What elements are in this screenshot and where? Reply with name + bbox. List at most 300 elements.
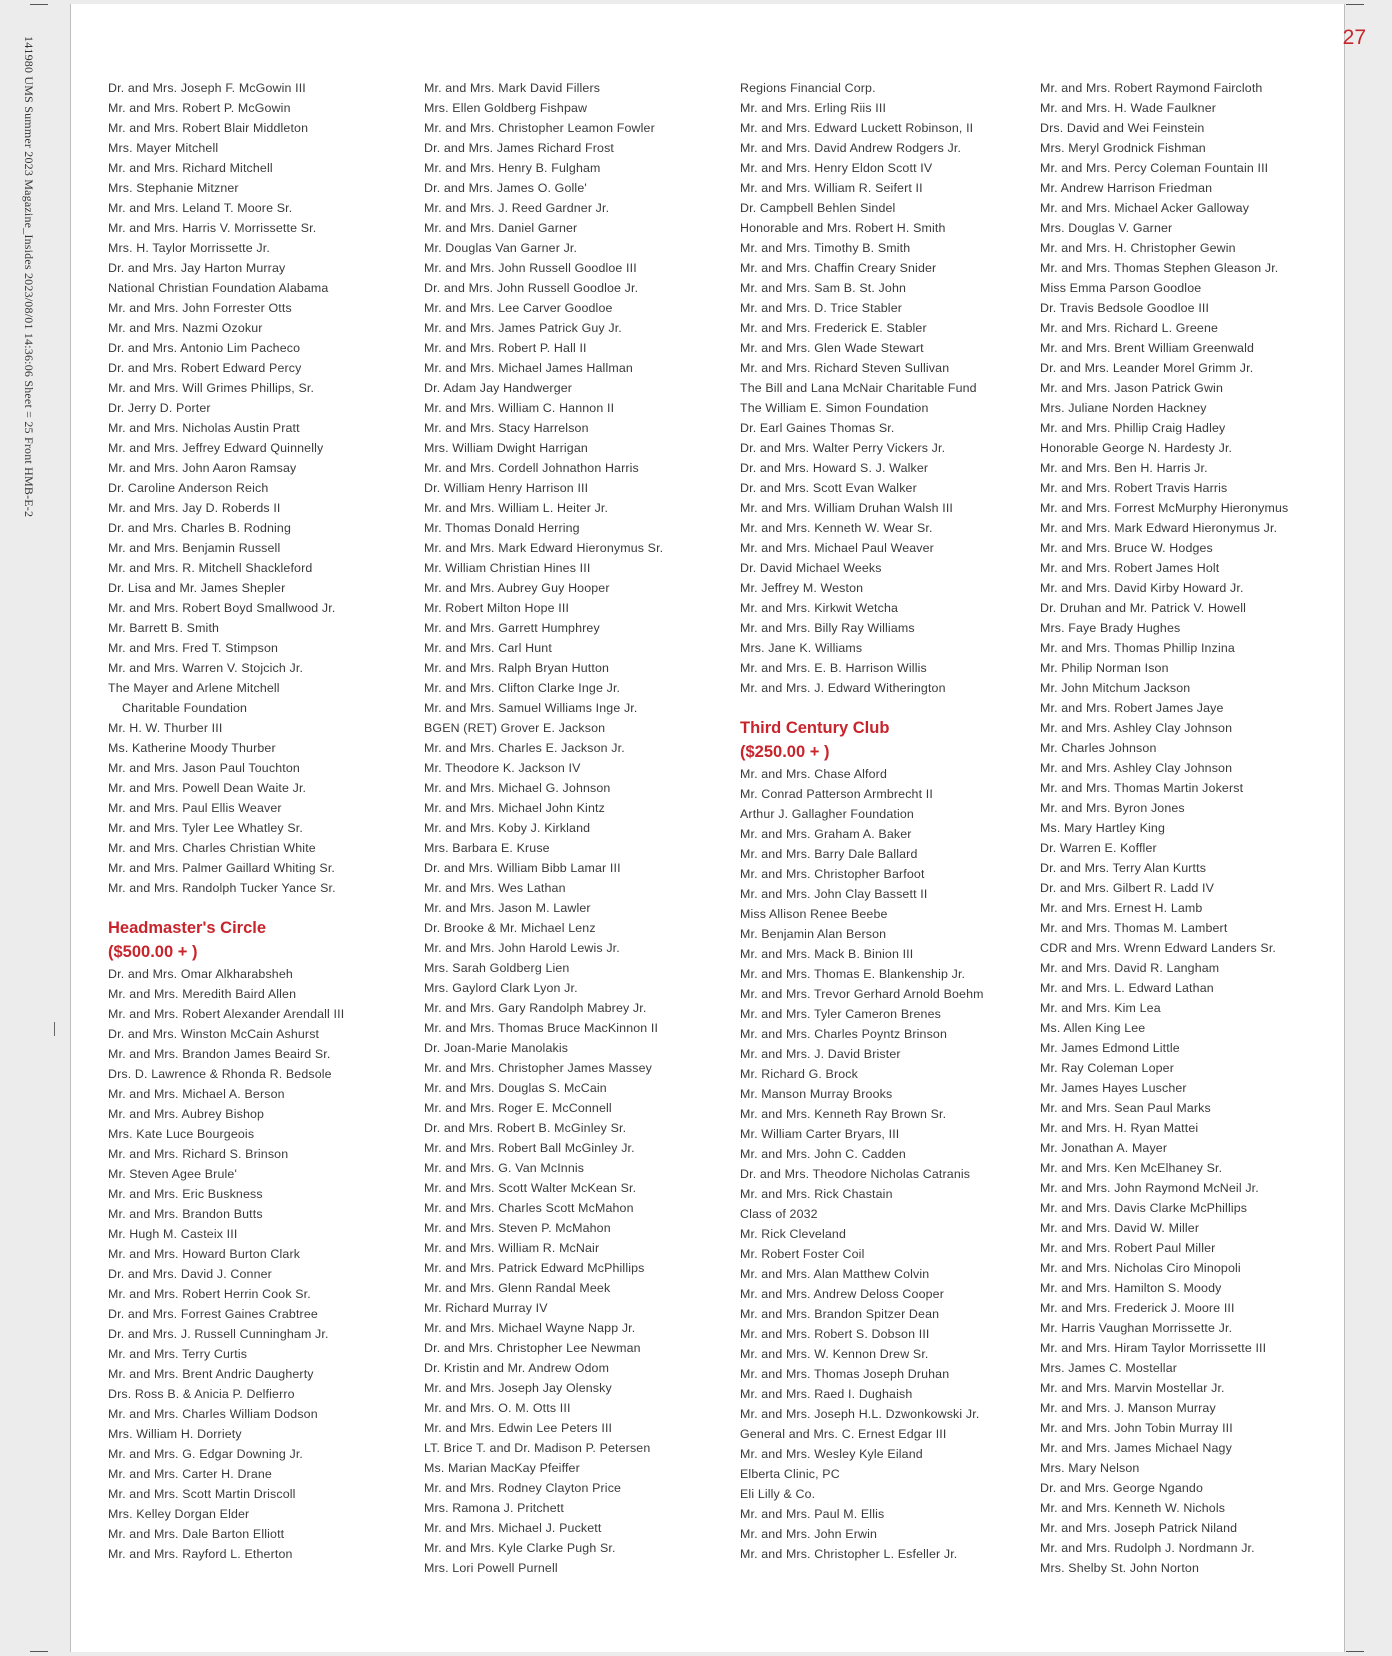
donor-name: Mr. and Mrs. Cordell Johnathon Harris <box>424 461 639 475</box>
donor-name: Mr. and Mrs. Barry Dale Ballard <box>740 847 918 861</box>
donor-name: Mr. and Mrs. Nicholas Austin Pratt <box>108 421 300 435</box>
donor-name: Mr. and Mrs. Mark David Fillers <box>424 81 601 95</box>
donor-name: Dr. Campbell Behlen Sindel <box>740 201 896 215</box>
donor-name: Miss Emma Parson Goodloe <box>1040 281 1202 295</box>
donor-name: Mr. Jeffrey M. Weston <box>740 581 864 595</box>
donor-name: Mrs. Stephanie Mitzner <box>108 181 239 195</box>
donor-name: Mr. and Mrs. Charles Christian White <box>108 841 316 855</box>
donor-name: Mr. and Mrs. Scott Walter McKean Sr. <box>424 1181 637 1195</box>
donor-name: Dr. Kristin and Mr. Andrew Odom <box>424 1361 610 1375</box>
donor-name: Mr. and Mrs. R. Mitchell Shackleford <box>108 561 313 575</box>
donor-name: Mr. and Mrs. Raed I. Dughaish <box>740 1387 913 1401</box>
donor-name: The Mayer and Arlene Mitchell <box>108 681 280 695</box>
donor-name: Ms. Marian MacKay Pfeiffer <box>424 1461 580 1475</box>
donor-name: Mr. Steven Agee Brule' <box>108 1167 237 1181</box>
donor-name: Mr. and Mrs. Daniel Garner <box>424 221 578 235</box>
donor-name: Mrs. Mary Nelson <box>1040 1461 1140 1475</box>
donor-name: Mr. and Mrs. Ashley Clay Johnson <box>1040 761 1233 775</box>
donor-name: Mr. and Mrs. William L. Heiter Jr. <box>424 501 609 515</box>
donor-name: Mr. and Mrs. Robert P. McGowin <box>108 101 291 115</box>
donor-name: Dr. and Mrs. Antonio Lim Pacheco <box>108 341 301 355</box>
donor-name: Mr. and Mrs. Benjamin Russell <box>108 541 281 555</box>
donor-name: Mr. and Mrs. Kenneth W. Wear Sr. <box>740 521 933 535</box>
donor-name: Mr. and Mrs. Glen Wade Stewart <box>740 341 924 355</box>
donor-name: Mr. and Mrs. Christopher James Massey <box>424 1061 652 1075</box>
donor-name: Dr. and Mrs. David J. Conner <box>108 1267 272 1281</box>
section-gap <box>108 898 344 916</box>
donor-name: Mr. and Mrs. Jay D. Roberds II <box>108 501 281 515</box>
donor-name: Mr. and Mrs. Ralph Bryan Hutton <box>424 661 610 675</box>
donor-name: Mr. and Mrs. Thomas Phillip Inzina <box>1040 641 1235 655</box>
donor-name: Mr. and Mrs. Nazmi Ozokur <box>108 321 263 335</box>
donor-name: Mr. and Mrs. Nicholas Ciro Minopoli <box>1040 1261 1241 1275</box>
donor-name: Mr. and Mrs. John Erwin <box>740 1527 878 1541</box>
donor-name: Mr. and Mrs. James Michael Nagy <box>1040 1441 1232 1455</box>
donor-name: Mr. and Mrs. Edward Luckett Robinson, II <box>740 121 974 135</box>
donor-name: Mrs. William Dwight Harrigan <box>424 441 588 455</box>
donor-name: Mr. and Mrs. William R. McNair <box>424 1241 600 1255</box>
donor-name: Mr. and Mrs. Richard L. Greene <box>1040 321 1219 335</box>
donor-name: Mr. and Mrs. William Druhan Walsh III <box>740 501 954 515</box>
donor-name: Mr. and Mrs. Chase Alford <box>740 767 887 781</box>
donor-name: Mr. and Mrs. J. Edward Witherington <box>740 681 946 695</box>
donor-name: Mr. and Mrs. Thomas Stephen Gleason Jr. <box>1040 261 1279 275</box>
donor-name: Ms. Allen King Lee <box>1040 1021 1146 1035</box>
donor-name: Mr. and Mrs. John Raymond McNeil Jr. <box>1040 1181 1259 1195</box>
donor-name: Mr. Barrett B. Smith <box>108 621 220 635</box>
donor-name: Mr. and Mrs. E. B. Harrison Willis <box>740 661 927 675</box>
donor-name: Ms. Katherine Moody Thurber <box>108 741 276 755</box>
donor-name: Mr. and Mrs. Wesley Kyle Eiland <box>740 1447 923 1461</box>
donor-name: Mr. and Mrs. Mark Edward Hieronymus Jr. <box>1040 521 1278 535</box>
donor-name: Dr. and Mrs. James O. Golle' <box>424 181 587 195</box>
donor-name: Mrs. Kate Luce Bourgeois <box>108 1127 255 1141</box>
donor-name: Mr. and Mrs. Robert Ball McGinley Jr. <box>424 1141 635 1155</box>
donor-name: Mr. and Mrs. Mark Edward Hieronymus Sr. <box>424 541 664 555</box>
donor-name: Mr. and Mrs. Kim Lea <box>1040 1001 1161 1015</box>
donor-name: Mr. and Mrs. Powell Dean Waite Jr. <box>108 781 307 795</box>
donor-name: Mr. and Mrs. Steven P. McMahon <box>424 1221 611 1235</box>
section-heading: ($250.00 + ) <box>740 743 830 761</box>
donor-name: Dr. Earl Gaines Thomas Sr. <box>740 421 895 435</box>
donor-name: Mr. and Mrs. William R. Seifert II <box>740 181 923 195</box>
donor-name: Mr. and Mrs. Thomas E. Blankenship Jr. <box>740 967 966 981</box>
donor-name: Mr. and Mrs. Michael A. Berson <box>108 1087 285 1101</box>
donor-name: Mr. and Mrs. Thomas Joseph Druhan <box>740 1367 950 1381</box>
donor-name: Arthur J. Gallagher Foundation <box>740 807 914 821</box>
donor-name: Mrs. Juliane Norden Hackney <box>1040 401 1207 415</box>
printer-slug: 141980 UMS Summer 2023 Magazine_Insides 2023/08/01 14:36:06 Sheet = 25 Front HMB-E-2 <box>22 36 36 518</box>
donor-name: Mr. and Mrs. Michael Paul Weaver <box>740 541 934 555</box>
donor-name: Drs. Ross B. & Anicia P. Delfierro <box>108 1387 295 1401</box>
donor-name: Mr. and Mrs. Kyle Clarke Pugh Sr. <box>424 1541 616 1555</box>
donor-name: Mr. and Mrs. Patrick Edward McPhillips <box>424 1261 645 1275</box>
donor-name: Mr. and Mrs. Joseph Patrick Niland <box>1040 1521 1238 1535</box>
donor-name: Mr. H. W. Thurber III <box>108 721 223 735</box>
donor-name: Mr. and Mrs. Jason Paul Touchton <box>108 761 300 775</box>
donor-name: Mr. Richard G. Brock <box>740 1067 858 1081</box>
donor-name: Mrs. Barbara E. Kruse <box>424 841 550 855</box>
donor-name: Mr. and Mrs. Brandon Butts <box>108 1207 263 1221</box>
donor-name: Mr. and Mrs. Billy Ray Williams <box>740 621 915 635</box>
donor-name: Mr. and Mrs. David R. Langham <box>1040 961 1220 975</box>
donor-name: Dr. Travis Bedsole Goodloe III <box>1040 301 1210 315</box>
donor-name: Mr. Manson Murray Brooks <box>740 1087 893 1101</box>
donor-name: Mr. and Mrs. Brandon Spitzer Dean <box>740 1307 940 1321</box>
donor-name: Mr. and Mrs. Thomas Bruce MacKinnon II <box>424 1021 659 1035</box>
donor-name: Mr. and Mrs. Michael J. Puckett <box>424 1521 602 1535</box>
donor-name: Mrs. Ramona J. Pritchett <box>424 1501 564 1515</box>
donor-name: Mr. and Mrs. Charles William Dodson <box>108 1407 318 1421</box>
donor-name: Mr. and Mrs. Brent Andric Daugherty <box>108 1367 314 1381</box>
donor-name: Mr. Hugh M. Casteix III <box>108 1227 238 1241</box>
donor-name: Dr. and Mrs. Theodore Nicholas Catranis <box>740 1167 971 1181</box>
donor-name: Mr. James Edmond Little <box>1040 1041 1180 1055</box>
donor-name: Mr. Rick Cleveland <box>740 1227 846 1241</box>
donor-name: Mr. and Mrs. Rick Chastain <box>740 1187 893 1201</box>
donor-name: Mrs. Meryl Grodnick Fishman <box>1040 141 1206 155</box>
donor-name: Dr. Joan-Marie Manolakis <box>424 1041 569 1055</box>
margin-tick <box>54 1022 55 1036</box>
donor-column-1 <box>108 78 344 1564</box>
donor-name: Mr. and Mrs. Sam B. St. John <box>740 281 907 295</box>
donor-name: Dr. and Mrs. James Richard Frost <box>424 141 615 155</box>
donor-name: Mr. and Mrs. Hiram Taylor Morrissette III <box>1040 1341 1267 1355</box>
donor-name: General and Mrs. C. Ernest Edgar III <box>740 1427 947 1441</box>
donor-name: Mr. and Mrs. Samuel Williams Inge Jr. <box>424 701 638 715</box>
donor-name: Mr. and Mrs. William C. Hannon II <box>424 401 615 415</box>
donor-column-4 <box>1040 78 1288 1578</box>
donor-name: Class of 2032 <box>740 1207 818 1221</box>
donor-name: Mr. and Mrs. Frederick E. Stabler <box>740 321 927 335</box>
donor-name: Dr. and Mrs. Scott Evan Walker <box>740 481 917 495</box>
donor-name: Dr. and Mrs. Christopher Lee Newman <box>424 1341 641 1355</box>
donor-name: Drs. D. Lawrence & Rhonda R. Bedsole <box>108 1067 332 1081</box>
donor-name: Mr. and Mrs. Michael G. Johnson <box>424 781 611 795</box>
donor-name: Mr. and Mrs. Will Grimes Phillips, Sr. <box>108 381 315 395</box>
donor-name: Mr. and Mrs. Garrett Humphrey <box>424 621 600 635</box>
donor-name: Mr. and Mrs. Charles Poyntz Brinson <box>740 1027 948 1041</box>
donor-name: Dr. and Mrs. Gilbert R. Ladd IV <box>1040 881 1215 895</box>
donor-name: Dr. Lisa and Mr. James Shepler <box>108 581 286 595</box>
donor-name: Mrs. Douglas V. Garner <box>1040 221 1173 235</box>
donor-name: Mr. and Mrs. H. Christopher Gewin <box>1040 241 1236 255</box>
donor-name: Mr. William Carter Bryars, III <box>740 1127 900 1141</box>
section-heading: Third Century Club <box>740 719 890 737</box>
donor-name: Mr. and Mrs. Randolph Tucker Yance Sr. <box>108 881 336 895</box>
donor-name: Dr. David Michael Weeks <box>740 561 882 575</box>
donor-name: Mr. Theodore K. Jackson IV <box>424 761 581 775</box>
donor-name: Mr. and Mrs. Rayford L. Etherton <box>108 1547 293 1561</box>
donor-name: Dr. Druhan and Mr. Patrick V. Howell <box>1040 601 1247 615</box>
donor-name: Mr. and Mrs. Michael James Hallman <box>424 361 633 375</box>
donor-name: Mr. and Mrs. Robert P. Hall II <box>424 341 587 355</box>
donor-name: Mr. and Mrs. Ken McElhaney Sr. <box>1040 1161 1223 1175</box>
donor-name: Mr. and Mrs. Rudolph J. Nordmann Jr. <box>1040 1541 1255 1555</box>
donor-name: Mr. and Mrs. Harris V. Morrissette Sr. <box>108 221 317 235</box>
donor-name: Mr. and Mrs. G. Van McInnis <box>424 1161 585 1175</box>
donor-name: Mr. and Mrs. Brent William Greenwald <box>1040 341 1255 355</box>
donor-name: Mr. and Mrs. L. Edward Lathan <box>1040 981 1214 995</box>
donor-name: Mr. Andrew Harrison Friedman <box>1040 181 1213 195</box>
donor-name: Mr. and Mrs. Alan Matthew Colvin <box>740 1267 930 1281</box>
donor-name: Dr. and Mrs. Joseph F. McGowin III <box>108 81 306 95</box>
donor-name: Mr. and Mrs. David Andrew Rodgers Jr. <box>740 141 962 155</box>
donor-name: Mr. and Mrs. H. Wade Faulkner <box>1040 101 1217 115</box>
donor-name: Mr. Jonathan A. Mayer <box>1040 1141 1168 1155</box>
donor-name: Mr. and Mrs. Brandon James Beaird Sr. <box>108 1047 331 1061</box>
donor-name: Mr. and Mrs. Ben H. Harris Jr. <box>1040 461 1208 475</box>
donor-name: Mr. John Mitchum Jackson <box>1040 681 1191 695</box>
donor-name: Mr. and Mrs. Richard Steven Sullivan <box>740 361 950 375</box>
donor-name: Mr. and Mrs. Chaffin Creary Snider <box>740 261 937 275</box>
donor-name: Mrs. H. Taylor Morrissette Jr. <box>108 241 270 255</box>
donor-name: Mr. and Mrs. Meredith Baird Allen <box>108 987 297 1001</box>
donor-name: Mr. Thomas Donald Herring <box>424 521 580 535</box>
donor-name: Mr. and Mrs. Robert Alexander Arendall III <box>108 1007 345 1021</box>
donor-name: Mrs. Sarah Goldberg Lien <box>424 961 570 975</box>
donor-name: Mr. and Mrs. Stacy Harrelson <box>424 421 589 435</box>
donor-name: Mr. and Mrs. Robert Travis Harris <box>1040 481 1228 495</box>
donor-name: Dr. Jerry D. Porter <box>108 401 211 415</box>
donor-name: Mr. and Mrs. Robert James Holt <box>1040 561 1220 575</box>
donor-name: Mr. and Mrs. Graham A. Baker <box>740 827 912 841</box>
donor-name: Mr. and Mrs. Koby J. Kirkland <box>424 821 591 835</box>
donor-name: Mr. and Mrs. Percy Coleman Fountain III <box>1040 161 1269 175</box>
donor-name: Dr. Warren E. Koffler <box>1040 841 1157 855</box>
donor-name: National Christian Foundation Alabama <box>108 281 329 295</box>
donor-name: Mr. and Mrs. Dale Barton Elliott <box>108 1527 285 1541</box>
donor-name: Mr. and Mrs. Mack B. Binion III <box>740 947 914 961</box>
donor-name: Mrs. Jane K. Williams <box>740 641 863 655</box>
donor-name: Mr. and Mrs. Terry Curtis <box>108 1347 248 1361</box>
donor-name: Mr. and Mrs. Carl Hunt <box>424 641 552 655</box>
donor-name: Mr. and Mrs. Palmer Gaillard Whiting Sr. <box>108 861 336 875</box>
donor-name: Mr. Philip Norman Ison <box>1040 661 1169 675</box>
donor-name: Regions Financial Corp. <box>740 81 876 95</box>
donor-name: Mr. and Mrs. David W. Miller <box>1040 1221 1200 1235</box>
page-number: 27 <box>1342 26 1366 49</box>
donor-name: Mr. and Mrs. Thomas M. Lambert <box>1040 921 1228 935</box>
donor-name: Mr. and Mrs. Erling Riis III <box>740 101 887 115</box>
donor-name: Mr. and Mrs. Robert Paul Miller <box>1040 1241 1216 1255</box>
donor-name: Mrs. Shelby St. John Norton <box>1040 1561 1199 1575</box>
donor-name: Honorable George N. Hardesty Jr. <box>1040 441 1233 455</box>
donor-name: Mr. Ray Coleman Loper <box>1040 1061 1174 1075</box>
donor-name: Mr. and Mrs. Clifton Clarke Inge Jr. <box>424 681 621 695</box>
donor-name: Mr. and Mrs. Glenn Randal Meek <box>424 1281 611 1295</box>
donor-name: Dr. and Mrs. Robert B. McGinley Sr. <box>424 1121 627 1135</box>
donor-name: Mr. and Mrs. O. M. Otts III <box>424 1401 571 1415</box>
donor-name: Mr. and Mrs. Paul M. Ellis <box>740 1507 885 1521</box>
donor-name: Mr. and Mrs. John Aaron Ramsay <box>108 461 297 475</box>
donor-name: BGEN (RET) Grover E. Jackson <box>424 721 606 735</box>
donor-name: Mr. James Hayes Luscher <box>1040 1081 1187 1095</box>
donor-name: Mr. and Mrs. Robert Raymond Faircloth <box>1040 81 1263 95</box>
donor-name: Mr. and Mrs. D. Trice Stabler <box>740 301 903 315</box>
donor-name: Drs. David and Wei Feinstein <box>1040 121 1205 135</box>
donor-name: Mrs. Faye Brady Hughes <box>1040 621 1181 635</box>
donor-name: Mr. and Mrs. Carter H. Drane <box>108 1467 272 1481</box>
donor-name: Mr. and Mrs. Paul Ellis Weaver <box>108 801 282 815</box>
donor-name: Mr. Robert Milton Hope III <box>424 601 570 615</box>
donor-name: Mr. and Mrs. Ashley Clay Johnson <box>1040 721 1233 735</box>
donor-name: Mr. and Mrs. Tyler Lee Whatley Sr. <box>108 821 303 835</box>
donor-name: Mr. Charles Johnson <box>1040 741 1157 755</box>
donor-name: Eli Lilly & Co. <box>740 1487 816 1501</box>
donor-name: Mr. and Mrs. John Clay Bassett II <box>740 887 928 901</box>
donor-name: Mr. and Mrs. Scott Martin Driscoll <box>108 1487 296 1501</box>
donor-name: Honorable and Mrs. Robert H. Smith <box>740 221 946 235</box>
donor-name: Mr. and Mrs. Leland T. Moore Sr. <box>108 201 293 215</box>
donor-name: Dr. Brooke & Mr. Michael Lenz <box>424 921 596 935</box>
donor-name: Mr. and Mrs. Christopher Leamon Fowler <box>424 121 655 135</box>
donor-name: Mr. and Mrs. David Kirby Howard Jr. <box>1040 581 1244 595</box>
donor-name: Mr. and Mrs. Timothy B. Smith <box>740 241 911 255</box>
donor-name: Dr. Adam Jay Handwerger <box>424 381 573 395</box>
section-heading: ($500.00 + ) <box>108 943 198 961</box>
donor-name: Mr. Harris Vaughan Morrissette Jr. <box>1040 1321 1233 1335</box>
donor-name: Mr. and Mrs. Kirkwit Wetcha <box>740 601 899 615</box>
donor-name: Mr. and Mrs. Michael John Kintz <box>424 801 605 815</box>
donor-name: Mr. and Mrs. J. David Brister <box>740 1047 901 1061</box>
donor-name: Mr. and Mrs. Edwin Lee Peters III <box>424 1421 613 1435</box>
donor-name: Dr. and Mrs. Robert Edward Percy <box>108 361 302 375</box>
donor-name: Mr. and Mrs. Robert James Jaye <box>1040 701 1224 715</box>
donor-name: Mr. and Mrs. Roger E. McConnell <box>424 1101 612 1115</box>
donor-name: Mr. and Mrs. Charles Scott McMahon <box>424 1201 634 1215</box>
donor-name: Mr. and Mrs. John Russell Goodloe III <box>424 261 637 275</box>
donor-name: Mr. Douglas Van Garner Jr. <box>424 241 578 255</box>
donor-name: Mr. and Mrs. Frederick J. Moore III <box>1040 1301 1235 1315</box>
section-heading: Headmaster's Circle <box>108 919 267 937</box>
donor-name: Mr. and Mrs. James Patrick Guy Jr. <box>424 321 622 335</box>
donor-name: Mr. and Mrs. Charles E. Jackson Jr. <box>424 741 625 755</box>
donor-name: Ms. Mary Hartley King <box>1040 821 1166 835</box>
donor-name: Mr. and Mrs. W. Kennon Drew Sr. <box>740 1347 929 1361</box>
donor-name: CDR and Mrs. Wrenn Edward Landers Sr. <box>1040 941 1277 955</box>
donor-name: Mr. and Mrs. Michael Wayne Napp Jr. <box>424 1321 636 1335</box>
donor-name: Mr. and Mrs. Thomas Martin Jokerst <box>1040 781 1244 795</box>
donor-name: Mr. and Mrs. Warren V. Stojcich Jr. <box>108 661 304 675</box>
donor-name: Dr. and Mrs. Omar Alkharabsheh <box>108 967 293 981</box>
donor-name: Mr. and Mrs. Joseph H.L. Dzwonkowski Jr. <box>740 1407 980 1421</box>
donor-name: Dr. and Mrs. George Ngando <box>1040 1481 1203 1495</box>
donor-name: The Bill and Lana McNair Charitable Fund <box>740 381 977 395</box>
donor-name: Mr. and Mrs. Michael Acker Galloway <box>1040 201 1250 215</box>
donor-name: Mr. and Mrs. Jeffrey Edward Quinnelly <box>108 441 324 455</box>
donor-name: Mr. and Mrs. Douglas S. McCain <box>424 1081 607 1095</box>
donor-name: Mrs. William H. Dorriety <box>108 1427 242 1441</box>
donor-name: Dr. and Mrs. Howard S. J. Walker <box>740 461 929 475</box>
donor-name: Mr. Richard Murray IV <box>424 1301 548 1315</box>
donor-name: Mr. and Mrs. Robert Boyd Smallwood Jr. <box>108 601 336 615</box>
donor-name: Mr. and Mrs. Kenneth Ray Brown Sr. <box>740 1107 947 1121</box>
donor-name: Mr. and Mrs. Bruce W. Hodges <box>1040 541 1213 555</box>
donor-name: Mrs. Gaylord Clark Lyon Jr. <box>424 981 578 995</box>
donor-name: Mr. Benjamin Alan Berson <box>740 927 887 941</box>
donor-name: Mr. and Mrs. Sean Paul Marks <box>1040 1101 1211 1115</box>
donor-name: Mr. and Mrs. Christopher Barfoot <box>740 867 925 881</box>
donor-name: LT. Brice T. and Dr. Madison P. Petersen <box>424 1441 651 1455</box>
donor-name: Dr. and Mrs. Terry Alan Kurtts <box>1040 861 1207 875</box>
donor-name: Dr. Caroline Anderson Reich <box>108 481 269 495</box>
donor-name: Mr. and Mrs. J. Reed Gardner Jr. <box>424 201 610 215</box>
donor-name: Mr. and Mrs. Phillip Craig Hadley <box>1040 421 1226 435</box>
donor-name: Mr. and Mrs. Aubrey Guy Hooper <box>424 581 610 595</box>
donor-name: Mr. and Mrs. Tyler Cameron Brenes <box>740 1007 941 1021</box>
donor-name: Mr. and Mrs. Lee Carver Goodloe <box>424 301 613 315</box>
donor-name: Mr. and Mrs. Marvin Mostellar Jr. <box>1040 1381 1225 1395</box>
donor-name: Dr. and Mrs. J. Russell Cunningham Jr. <box>108 1327 329 1341</box>
donor-name: Mr. and Mrs. G. Edgar Downing Jr. <box>108 1447 304 1461</box>
donor-name: Miss Allison Renee Beebe <box>740 907 888 921</box>
donor-name: Mr. and Mrs. Jason Patrick Gwin <box>1040 381 1223 395</box>
donor-name: Mr. William Christian Hines III <box>424 561 591 575</box>
section-gap <box>740 698 984 716</box>
donor-name: Dr. and Mrs. Winston McCain Ashurst <box>108 1027 320 1041</box>
donor-name: Mr. and Mrs. John Harold Lewis Jr. <box>424 941 620 955</box>
donor-name: Mr. and Mrs. Gary Randolph Mabrey Jr. <box>424 1001 647 1015</box>
donor-name: Mr. and Mrs. Howard Burton Clark <box>108 1247 301 1261</box>
donor-name: Mr. Conrad Patterson Armbrecht II <box>740 787 933 801</box>
donor-name: Mr. and Mrs. Ernest H. Lamb <box>1040 901 1203 915</box>
donor-name: Dr. and Mrs. Walter Perry Vickers Jr. <box>740 441 946 455</box>
donor-name: Mr. and Mrs. Robert Blair Middleton <box>108 121 309 135</box>
donor-column-3 <box>740 78 984 1564</box>
donor-name: Mrs. Kelley Dorgan Elder <box>108 1507 250 1521</box>
donor-name: Mr. and Mrs. Henry Eldon Scott IV <box>740 161 933 175</box>
donor-name: Mr. and Mrs. Aubrey Bishop <box>108 1107 265 1121</box>
donor-name: Dr. William Henry Harrison III <box>424 481 589 495</box>
donor-name: Mr. and Mrs. Christopher L. Esfeller Jr. <box>740 1547 958 1561</box>
donor-name: Dr. and Mrs. Charles B. Rodning <box>108 521 292 535</box>
donor-name-continued: Charitable Foundation <box>122 701 248 715</box>
donor-name: Dr. and Mrs. John Russell Goodloe Jr. <box>424 281 639 295</box>
donor-name: Mr. and Mrs. Rodney Clayton Price <box>424 1481 622 1495</box>
donor-column-2 <box>424 78 663 1578</box>
donor-name: Mr. and Mrs. Richard S. Brinson <box>108 1147 289 1161</box>
donor-name: Mr. and Mrs. John Tobin Murray III <box>1040 1421 1233 1435</box>
donor-name: Dr. and Mrs. William Bibb Lamar III <box>424 861 621 875</box>
donor-name: Mr. and Mrs. H. Ryan Mattei <box>1040 1121 1199 1135</box>
donor-name: Mr. and Mrs. Jason M. Lawler <box>424 901 591 915</box>
donor-name: Mr. and Mrs. John Forrester Otts <box>108 301 292 315</box>
donor-name: Mr. and Mrs. Andrew Deloss Cooper <box>740 1287 944 1301</box>
donor-name: Mr. and Mrs. J. Manson Murray <box>1040 1401 1216 1415</box>
donor-name: Mr. and Mrs. Forrest McMurphy Hieronymus <box>1040 501 1289 515</box>
donor-name: Mr. and Mrs. Richard Mitchell <box>108 161 273 175</box>
donor-name: Elberta Clinic, PC <box>740 1467 840 1481</box>
donor-name: Mrs. James C. Mostellar <box>1040 1361 1178 1375</box>
donor-name: Mr. and Mrs. Robert S. Dobson III <box>740 1327 930 1341</box>
donor-name: Mr. and Mrs. John C. Cadden <box>740 1147 906 1161</box>
donor-name: Dr. and Mrs. Leander Morel Grimm Jr. <box>1040 361 1254 375</box>
donor-name: Mr. and Mrs. Davis Clarke McPhillips <box>1040 1201 1248 1215</box>
donor-name: Mrs. Mayer Mitchell <box>108 141 219 155</box>
donor-name: Mr. and Mrs. Joseph Jay Olensky <box>424 1381 612 1395</box>
donor-name: Mr. and Mrs. Henry B. Fulgham <box>424 161 601 175</box>
donor-name: Dr. and Mrs. Jay Harton Murray <box>108 261 286 275</box>
donor-name: Mr. Robert Foster Coil <box>740 1247 865 1261</box>
donor-name: Mrs. Ellen Goldberg Fishpaw <box>424 101 588 115</box>
donor-name: Mr. and Mrs. Trevor Gerhard Arnold Boehm <box>740 987 984 1001</box>
donor-name: Mr. and Mrs. Kenneth W. Nichols <box>1040 1501 1226 1515</box>
donor-name: Mr. and Mrs. Fred T. Stimpson <box>108 641 279 655</box>
donor-name: Mr. and Mrs. Byron Jones <box>1040 801 1185 815</box>
donor-name: Mrs. Lori Powell Purnell <box>424 1561 558 1575</box>
donor-name: Mr. and Mrs. Robert Herrin Cook Sr. <box>108 1287 311 1301</box>
